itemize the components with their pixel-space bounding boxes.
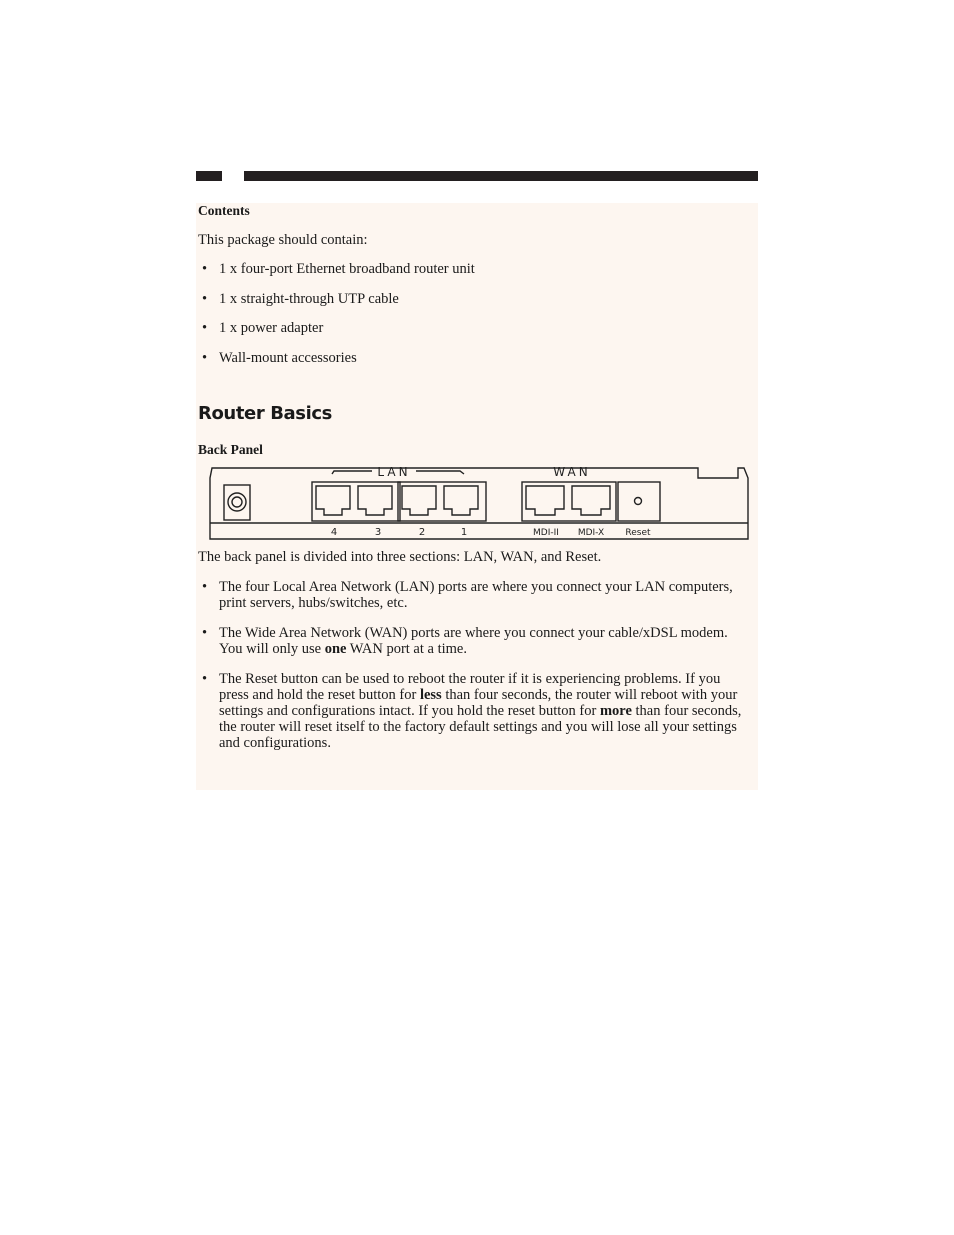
list-item: • The Reset button can be used to reboot the router if it is experiencing problems. If you press and hold the reset button for less than four seconds, the router will reboot with your settings and configurations intact. If you hold the reset button for more than four seconds, the router will reset itself to the factory default settings and you will lose all your settings and configurations. bbox=[202, 671, 742, 751]
port-label-mdi-ii: MDI-II bbox=[533, 528, 559, 538]
list-item: • Wall-mount accessories bbox=[202, 349, 357, 366]
port-label-4: 4 bbox=[330, 527, 338, 538]
back-panel-intro: The back panel is divided into three sections: LAN, WAN, and Reset. bbox=[198, 549, 602, 565]
contents-heading: Contents bbox=[198, 203, 250, 218]
router-basics-heading: Router Basics bbox=[198, 403, 332, 424]
port-label-1: 1 bbox=[460, 527, 468, 538]
contents-intro: This package should contain: bbox=[198, 232, 368, 248]
header-rule-right bbox=[244, 171, 758, 181]
list-item: • 1 x power adapter bbox=[202, 320, 324, 336]
back-panel-heading: Back Panel bbox=[198, 442, 263, 457]
list-item: • 1 x straight-through UTP cable bbox=[202, 290, 399, 307]
list-item: • The four Local Area Network (LAN) ports are where you connect your LAN computers, print servers, hubs/switches, etc. bbox=[202, 579, 733, 611]
wan-label: WAN bbox=[553, 465, 591, 479]
content-panel bbox=[196, 203, 758, 790]
back-panel-diagram bbox=[208, 465, 750, 541]
port-label-reset: Reset bbox=[625, 528, 651, 538]
lan-label: LAN bbox=[377, 465, 411, 479]
port-label-2: 2 bbox=[418, 527, 426, 538]
contents-list bbox=[196, 261, 748, 379]
back-panel-list bbox=[196, 579, 748, 765]
list-item: • The Wide Area Network (WAN) ports are where you connect your cable/xDSL modem. You will only use one WAN port at a time. bbox=[202, 625, 728, 657]
header-rule-left bbox=[196, 171, 222, 181]
port-label-mdi-x: MDI-X bbox=[577, 528, 605, 538]
list-item: • 1 x four-port Ethernet broadband router unit bbox=[202, 261, 475, 277]
port-label-3: 3 bbox=[374, 527, 382, 538]
